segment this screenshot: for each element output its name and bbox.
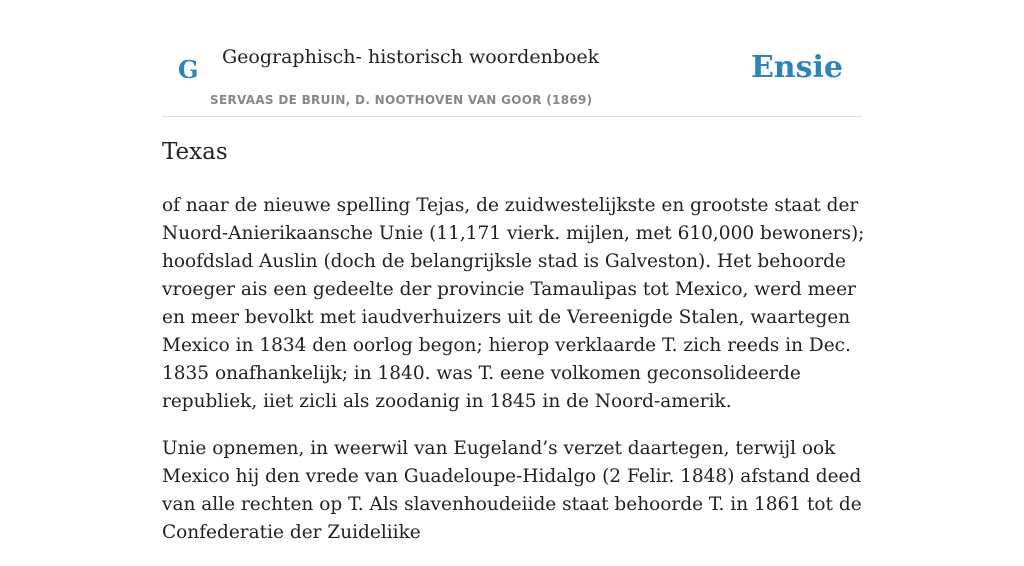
entry-body: [162, 192, 866, 566]
page-header: [162, 0, 862, 117]
entry-paragraph: Unie opnemen, in weerwil van Eugeland’s verzet daartegen, terwijl ook Mexico hij den vrede van Guadeloupe-Hidalgo (2 Felir. 1848) afstand deed van alle rechten op T. Als slavenhoudeiide staat behoorde T. in 1861 tot de Confederatie der Zuideliike: [162, 438, 862, 543]
book-logo[interactable]: G: [178, 55, 199, 84]
book-title[interactable]: Geographisch- historisch woordenboek: [222, 46, 600, 68]
entry-title: Texas: [162, 139, 228, 165]
entry-paragraph: of naar de nieuwe spelling Tejas, de zuidwestelijkste en grootste staat der Nuord-Anierikaansche Unie (11,171 vierk. mijlen, met 610,000 bewoners); hoofdslad Auslin (doch de belangrijksle stad is Galveston). Het behoorde vroeger ais een gedeelte der provincie Tamaulipas tot Mexico, werd meer en meer bevolkt met iaudverhuizers uit de Vereenigde Stalen, waartegen Mexico in 1834 den oorlog begon; hierop verklaarde T. zich reeds in Dec. 1835 onafhankelijk; in 1840. was T. eene volkomen geconsolideerde republiek, iiet zicli als zoodanig in 1845 in de Noord-amerik.: [162, 195, 865, 412]
book-author: SERVAAS DE BRUIN, D. NOOTHOVEN VAN GOOR (1869): [210, 93, 593, 107]
ensie-logo[interactable]: Ensie: [750, 50, 843, 85]
